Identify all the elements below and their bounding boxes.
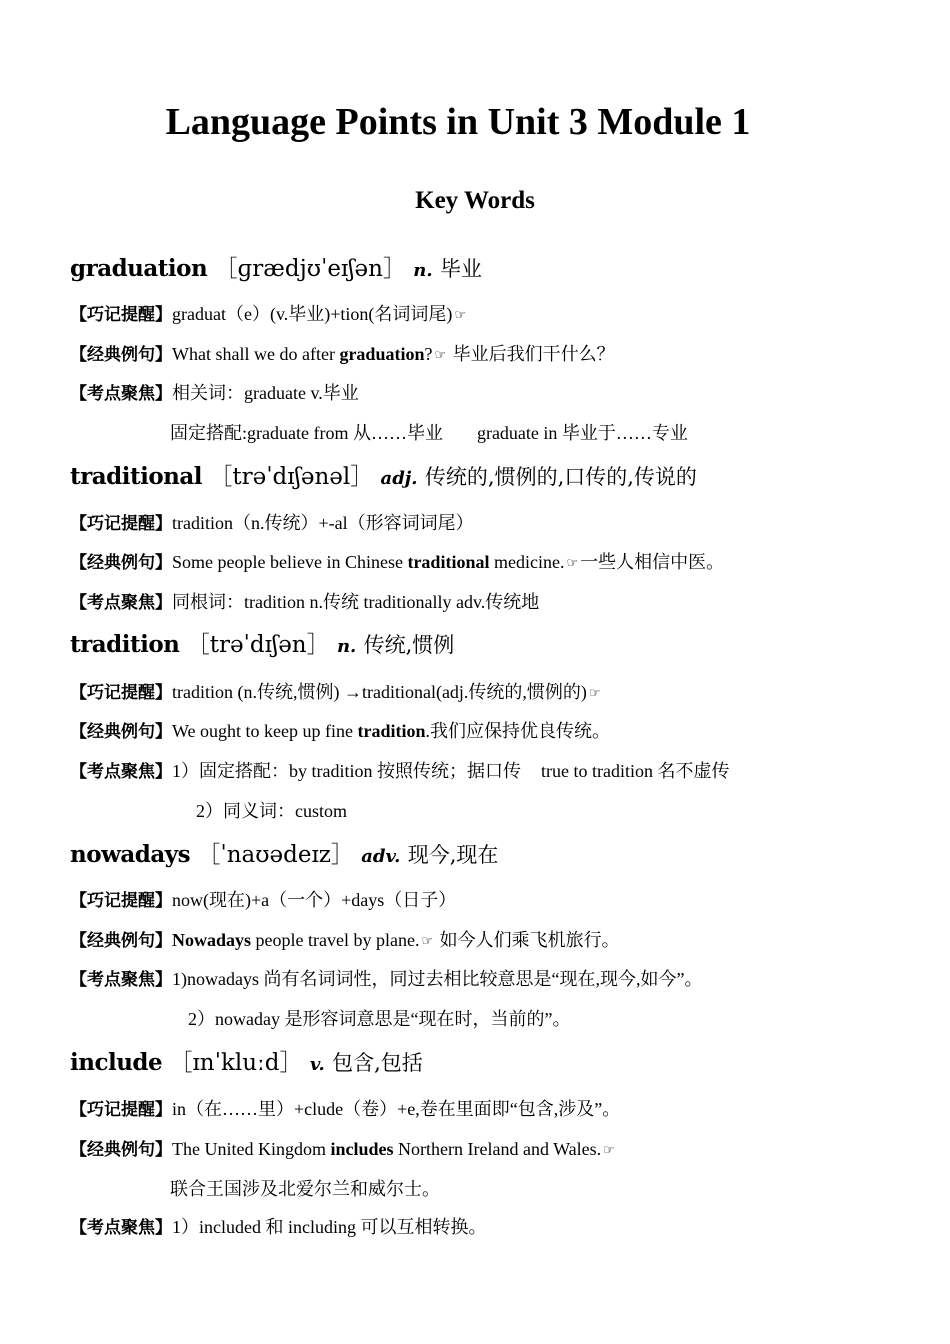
example-label: 【经典例句】: [70, 1140, 172, 1160]
pointing-hand-icon: ☞: [454, 308, 467, 324]
focus-line: 【考点聚焦】1)nowadays 尚有名词词性，同过去相比较意思是“现在,现今,如今”。: [70, 969, 703, 990]
part-of-speech: v.: [309, 1054, 325, 1075]
meaning: 包含,包括: [332, 1051, 423, 1075]
focus-label: 【考点聚焦】: [70, 970, 172, 990]
phonetic: ［ɪnˈkluːd］: [169, 1050, 303, 1076]
headword: tradition: [70, 631, 180, 658]
part-of-speech: adj.: [380, 468, 418, 489]
tip-label: 【巧记提醒】: [70, 891, 172, 911]
meaning: 现今,现在: [407, 843, 499, 867]
vocab-entry-include: [70, 1044, 423, 1077]
tip-line: 【巧记提醒】now(现在)+a（一个）+days（日子）: [70, 890, 457, 911]
focus-line: 【考点聚焦】相关词：graduate v.毕业: [70, 383, 359, 404]
example-label: 【经典例句】: [70, 931, 172, 951]
example-line: 【经典例句】Some people believe in Chinese traditional medicine. ☞ 一些人相信中医。: [70, 552, 725, 573]
focus-line-2: 2）同义词：custom: [196, 801, 347, 821]
headword: traditional: [70, 463, 203, 490]
example-label: 【经典例句】: [70, 722, 172, 742]
focus-label: 【考点聚焦】: [70, 762, 172, 782]
vocab-entry-graduation: [70, 250, 482, 283]
example-translation: 联合王国涉及北爱尔兰和威尔士。: [170, 1179, 440, 1199]
example-line: 【经典例句】Nowadays people travel by plane. ☞ 如今人们乘飞机旅行。: [70, 930, 620, 951]
vocab-entry-nowadays: [70, 836, 498, 869]
focus-line-2: 固定搭配:graduate from 从……毕业 graduate in 毕业于……专业: [170, 423, 688, 443]
phonetic: ［ɡrædjʊˈeɪʃən］: [214, 256, 406, 282]
tip-line: 【巧记提醒】in（在……里）+clude（卷）+e,卷在里面即“包含,涉及”。: [70, 1099, 621, 1120]
vocab-entry-traditional: [70, 458, 697, 491]
focus-label: 【考点聚焦】: [70, 384, 172, 404]
example-line: 【经典例句】The United Kingdom includes Northern Ireland and Wales. ☞: [70, 1139, 615, 1160]
headword: nowadays: [70, 841, 191, 868]
meaning: 传统,惯例: [363, 633, 455, 657]
pointing-hand-icon: ☞: [434, 348, 447, 364]
headword: include: [70, 1049, 163, 1076]
headword: graduation: [70, 255, 208, 282]
tip-line: 【巧记提醒】graduat（e）(v.毕业)+tion(名词词尾) ☞: [70, 304, 467, 325]
example-line: 【经典例句】What shall we do after graduation? ☞ 毕业后我们干什么？: [70, 344, 615, 365]
pointing-hand-icon: ☞: [588, 686, 601, 702]
meaning: 毕业: [439, 257, 482, 281]
part-of-speech: n.: [413, 260, 433, 281]
pointing-hand-icon: ☞: [603, 1143, 615, 1159]
focus-line: 【考点聚焦】1）included 和 including 可以互相转换。: [70, 1217, 487, 1238]
section-heading: Key Words: [415, 187, 535, 214]
pointing-hand-icon: ☞: [421, 934, 434, 950]
pointing-hand-icon: ☞: [566, 556, 579, 572]
tip-label: 【巧记提醒】: [70, 305, 172, 325]
meaning: 传统的,惯例的,口传的,传说的: [424, 465, 697, 489]
focus-label: 【考点聚焦】: [70, 1218, 172, 1238]
phonetic: ［ˈnaʊədeɪz］: [197, 842, 354, 868]
phonetic: ［trəˈdɪʃənəl］: [209, 464, 374, 490]
part-of-speech: n.: [336, 636, 357, 657]
example-line: 【经典例句】We ought to keep up fine tradition.我们应保持优良传统。: [70, 721, 611, 742]
example-label: 【经典例句】: [70, 345, 172, 365]
tip-line: 【巧记提醒】tradition (n.传统,惯例) →traditional(adj.传统的,惯例的) ☞: [70, 682, 601, 703]
focus-line-2: 2）nowaday 是形容词意思是“现在时，当前的”。: [188, 1009, 571, 1029]
page-title: Language Points in Unit 3 Module 1: [165, 101, 751, 143]
part-of-speech: adv.: [361, 846, 401, 867]
vocab-entry-tradition: [70, 626, 454, 659]
example-label: 【经典例句】: [70, 553, 172, 573]
tip-label: 【巧记提醒】: [70, 683, 172, 703]
tip-label: 【巧记提醒】: [70, 1100, 172, 1120]
focus-line: 【考点聚焦】同根词：tradition n.传统 traditionally adv.传统地: [70, 592, 540, 613]
phonetic: ［trəˈdɪʃən］: [186, 632, 330, 658]
tip-line: 【巧记提醒】tradition（n.传统）+-al（形容词词尾）: [70, 513, 474, 534]
tip-label: 【巧记提醒】: [70, 514, 172, 534]
focus-label: 【考点聚焦】: [70, 593, 172, 613]
focus-line: 【考点聚焦】1）固定搭配：by tradition 按照传统；据口传 true to tradition 名不虚传: [70, 761, 730, 782]
